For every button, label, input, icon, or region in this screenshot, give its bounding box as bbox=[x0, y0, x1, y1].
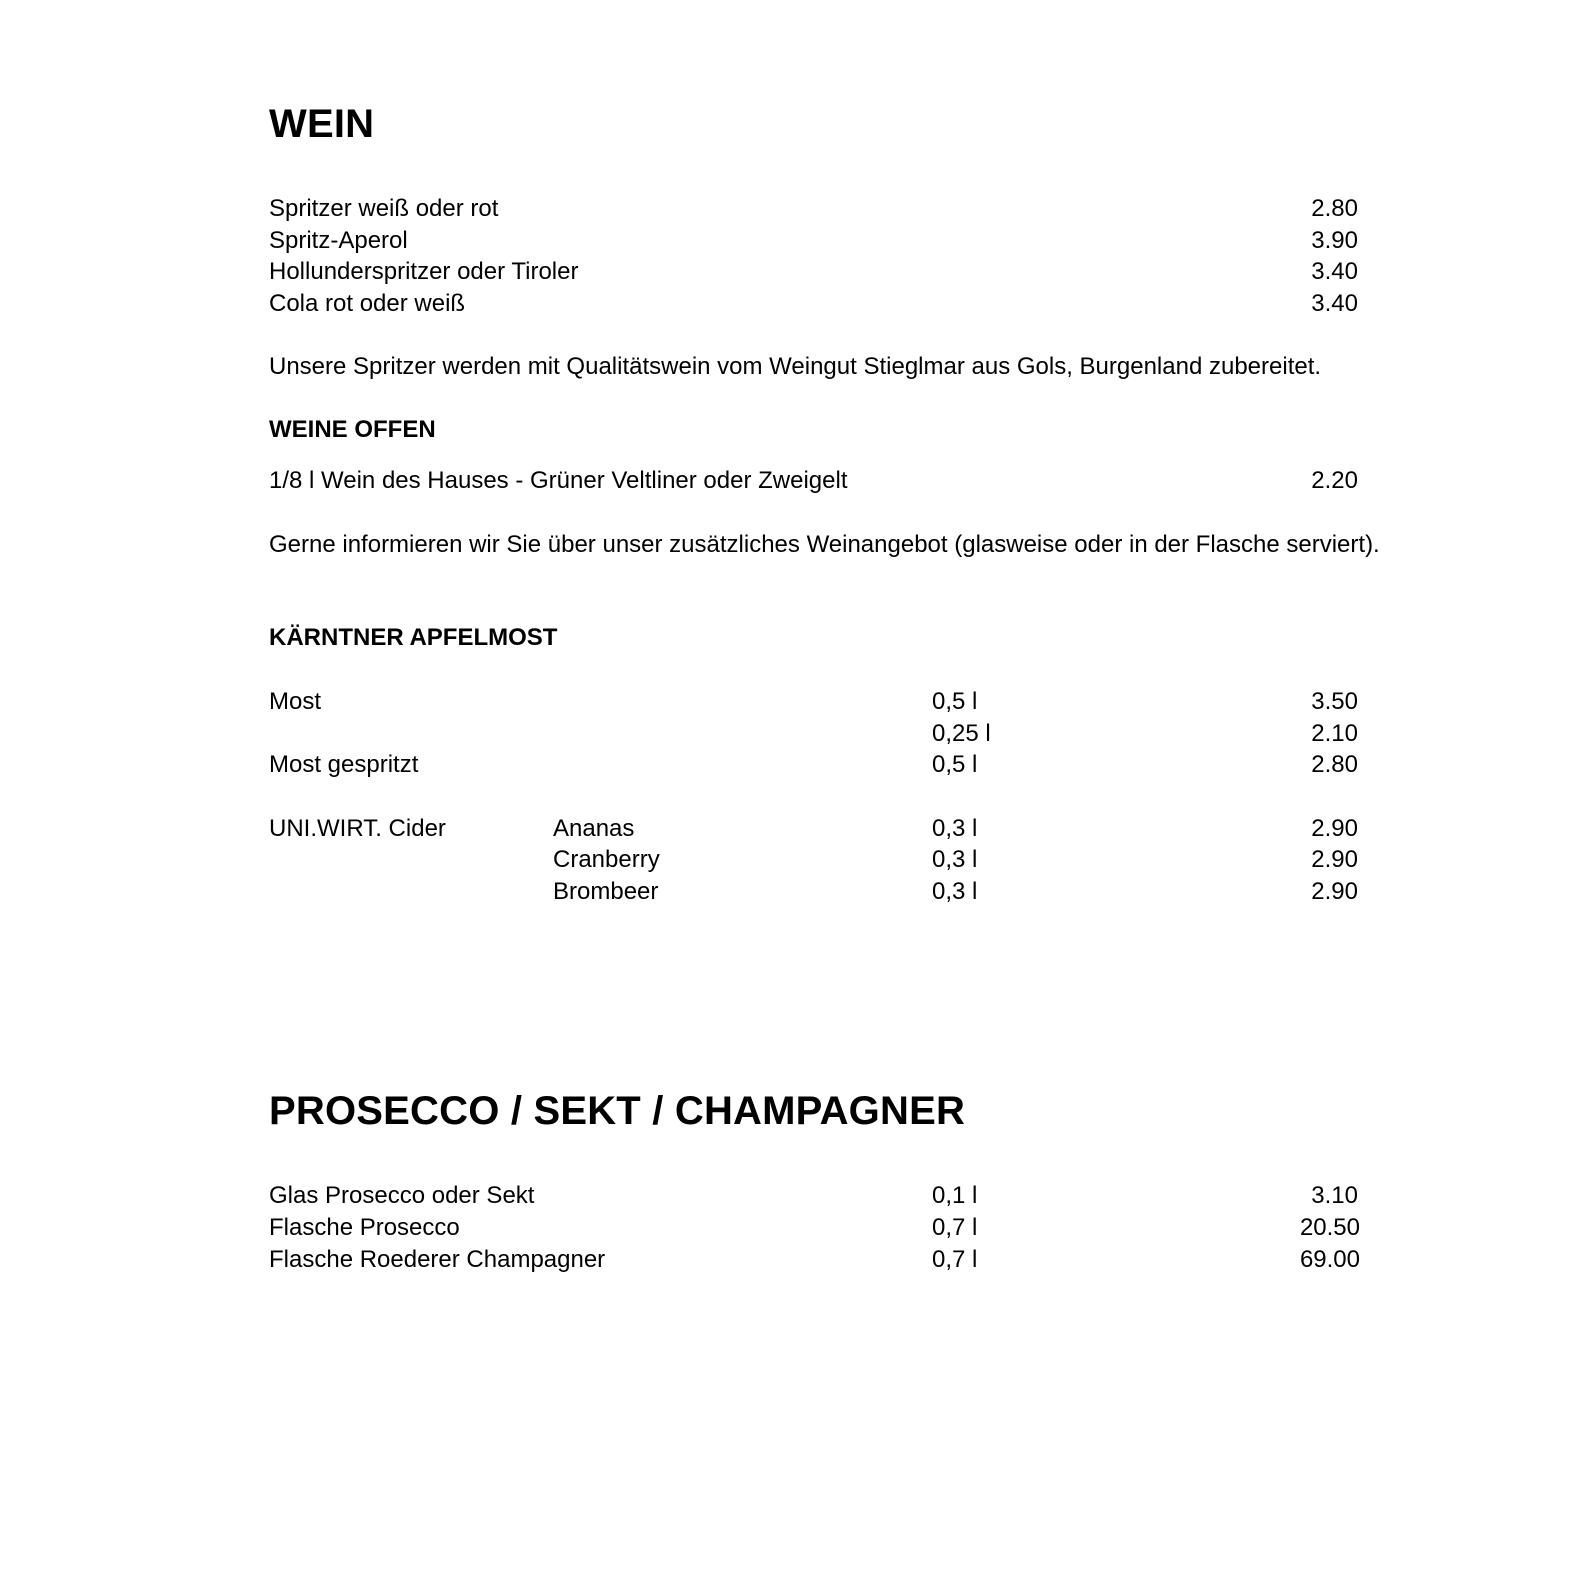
menu-item-size: 0,7 l bbox=[932, 1214, 978, 1241]
menu-item-size: 0,25 l bbox=[932, 720, 991, 747]
menu-item-variant: Brombeer bbox=[553, 878, 659, 905]
menu-item-size: 0,1 l bbox=[932, 1182, 978, 1209]
menu-item-name: Spritz-Aperol bbox=[269, 227, 408, 254]
menu-item-price: 3.40 bbox=[1311, 290, 1358, 317]
menu-item-price: 2.20 bbox=[1311, 467, 1358, 494]
menu-item-name: 1/8 l Wein des Hauses - Grüner Veltliner oder Zweigelt bbox=[269, 467, 848, 494]
menu-item-size: 0,7 l bbox=[932, 1246, 978, 1273]
menu-item-price: 20.50 bbox=[1299, 1214, 1360, 1241]
menu-item-price: 2.90 bbox=[1311, 815, 1358, 842]
menu-item-name: Flasche Prosecco bbox=[269, 1214, 460, 1241]
menu-item-price: 2.10 bbox=[1311, 720, 1358, 747]
section-title-wein: WEIN bbox=[269, 102, 375, 146]
spritzer-note: Unsere Spritzer werden mit Qualitätswein vom Weingut Stieglmar aus Gols, Burgenland zubereitet. bbox=[269, 353, 1322, 380]
menu-item-size: 0,3 l bbox=[932, 878, 978, 905]
menu-item-price: 69.00 bbox=[1299, 1246, 1360, 1273]
menu-item-name: Cola rot oder weiß bbox=[269, 290, 466, 317]
section-title-prosecco: PROSECCO / SEKT / CHAMPAGNER bbox=[269, 1089, 966, 1133]
menu-item-price: 3.40 bbox=[1311, 258, 1358, 285]
menu-item-variant: Cranberry bbox=[553, 846, 660, 873]
wine-offer-note: Gerne informieren wir Sie über unser zusätzliches Weinangebot (glasweise oder in der Flasche serviert). bbox=[269, 531, 1380, 558]
menu-item-size: 0,5 l bbox=[932, 751, 978, 778]
menu-item-size: 0,5 l bbox=[932, 688, 978, 715]
menu-item-price: 2.80 bbox=[1311, 195, 1358, 222]
menu-item-name: Flasche Roederer Champagner bbox=[269, 1246, 606, 1273]
menu-item-size: 0,3 l bbox=[932, 846, 978, 873]
menu-item-price: 2.90 bbox=[1311, 878, 1358, 905]
menu-item-price: 3.10 bbox=[1311, 1182, 1358, 1209]
menu-item-name: UNI.WIRT. Cider bbox=[269, 815, 446, 842]
menu-item-name: Spritzer weiß oder rot bbox=[269, 195, 499, 222]
section-title-apfelmost: KÄRNTNER APFELMOST bbox=[269, 624, 558, 651]
subsection-title-weine-offen: WEINE OFFEN bbox=[269, 416, 436, 443]
menu-item-price: 2.80 bbox=[1311, 751, 1358, 778]
menu-item-variant: Ananas bbox=[553, 815, 635, 842]
menu-item-price: 3.50 bbox=[1311, 688, 1358, 715]
menu-item-price: 2.90 bbox=[1311, 846, 1358, 873]
menu-item-name: Hollunderspritzer oder Tiroler bbox=[269, 258, 579, 285]
menu-item-name: Most bbox=[269, 688, 322, 715]
menu-item-price: 3.90 bbox=[1311, 227, 1358, 254]
menu-item-name: Most gespritzt bbox=[269, 751, 419, 778]
menu-item-name: Glas Prosecco oder Sekt bbox=[269, 1182, 535, 1209]
menu-item-size: 0,3 l bbox=[932, 815, 978, 842]
